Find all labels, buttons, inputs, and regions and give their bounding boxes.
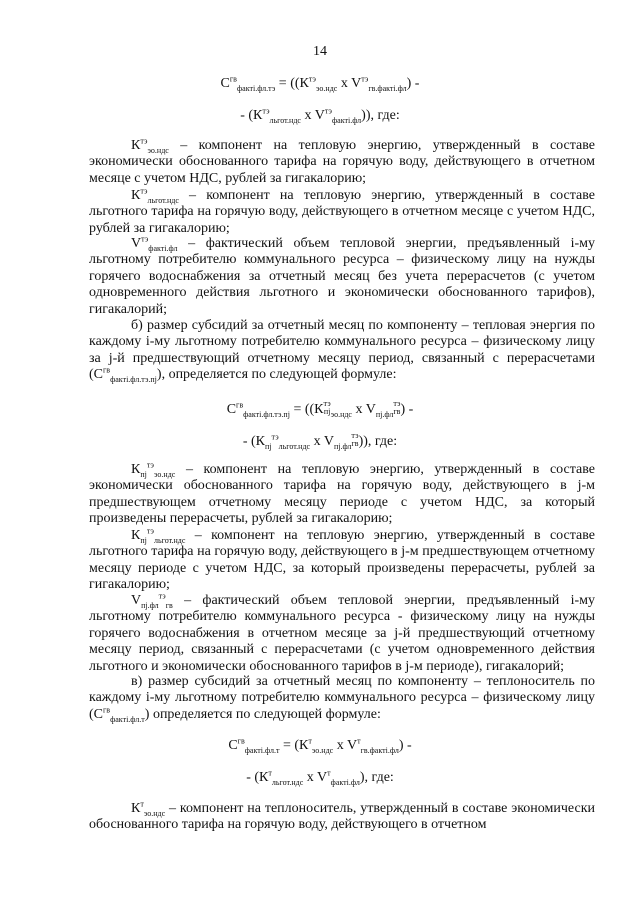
formula-2-line-1: $С^{гв}_{факті.фл.тэ.пj} = ((К$ тэ пj $_{эо.ндс}$ x $V_{пj.фл}$ тэ гв ) - (226, 399, 414, 419)
page-number: 14 (313, 44, 327, 59)
formula-3-line-2: - ($К^т_{льгот.ндс}$ x $V^т_{факті.фл}$), где: (246, 768, 394, 787)
body-paragraph-b: б) размер субсидий за отчетный месяц по компоненту – тепловая энергия по каждому i-му льготному потребителю коммунального ресурса – физическому лицу за j-й предшествующий отчетному месяцу период, связанный с перерасчетами $(С^{гв}_{факті.фл.тэ.пj})$, определяется по следующей формуле: (89, 318, 595, 385)
definition-paragraph: $V^{тэ}_{факті.фл}$ – фактический объем тепловой энергии, предъявленный i-му льготному потребителю коммунального ресурса – физическому лицу на нужды горячего водоснабжения за отчетный месяц без учета перерасчетов (с учетом одновременного действия льготного и экономически обоснованного тарифов), гигакалорий; (89, 234, 595, 317)
formula-3-line-1: $С^{гв}_{факті.фл.т} = (К^т_{эо.ндс}$ x $V^т_{гв.факті.фл}$) - (228, 736, 412, 755)
body-paragraph-v: в) размер субсидий за отчетный месяц по компоненту – теплоноситель по каждому i-му льготному потребителю коммунального ресурса – физическому лицу $(С^{гв}_{факті.фл.т})$ определяется по следующей формуле: (89, 674, 595, 724)
definition-paragraph: $К_{пj}^{тэ}_{льгот.ндс}$ – компонент на тепловую энергию, утвержденный в составе льготного тарифа на горячую воду, действующего в j-м предшествующем отчетному месяцу периоде с учетом НДС, за который произведены перерасчеты, рублей за гигакалорию; (89, 526, 595, 593)
formula-1-line-2: - ($К^{тэ}_{льгот.ндс}$ x $V^{тэ}_{факті.фл}$)), где: (240, 106, 400, 125)
definition-paragraph: $К^т_{эо.ндс}$ – компонент на теплоноситель, утвержденный в составе экономически обоснованного тарифа на горячую воду, действующего в отчетном (89, 799, 595, 833)
formula-1-line-1: $С^{гв}_{факті.фл.тэ} = ((К^{тэ}_{эо.ндс}$ x $V^{тэ}_{гв.факті.фл}$) - (220, 74, 420, 93)
definition-paragraph: $К_{пj}^{тэ}_{эо.ндс}$ – компонент на тепловую энергию, утвержденный в составе экономически обоснованного тарифа на горячую воду, действующего в j-м предшествующем отчетному месяцу периоде с учетом НДС, за который произведены перерасчеты, рублей за гигакалорию; (89, 460, 595, 527)
definition-paragraph: $К^{тэ}_{льгот.ндс}$ – компонент на тепловую энергию, утвержденный в составе льготного тарифа на горячую воду, действующего в отчетном месяце с учетом НДС, рублей за гигакалорию; (89, 186, 595, 236)
formula-2-line-2: - ($К_{пj}^{тэ}_{льгот.ндс}$ x $V_{пj.фл}$ тэ гв )), где: (242, 431, 398, 451)
definition-paragraph: $V_{пj.фл}^{тэ}_{гв}$ – фактический объем тепловой энергии, предъявленный i-му льготному потребителю коммунального ресурса - физическому лицу на нужды горячего водоснабжения в отчетном месяце за j-й предшествующий отчетному месяцу период, связанный с перерасчетами (с учетом одновременного действия льготного и экономически обоснованного тарифов в j-м периоде), гигакалорий; (89, 591, 595, 674)
definition-paragraph: $К^{тэ}_{эо.ндс}$ – компонент на тепловую энергию, утвержденный в составе экономически обоснованного тарифа на горячую воду, действующего в отчетном месяце с учетом НДС, рублей за гигакалорию; (89, 136, 595, 186)
